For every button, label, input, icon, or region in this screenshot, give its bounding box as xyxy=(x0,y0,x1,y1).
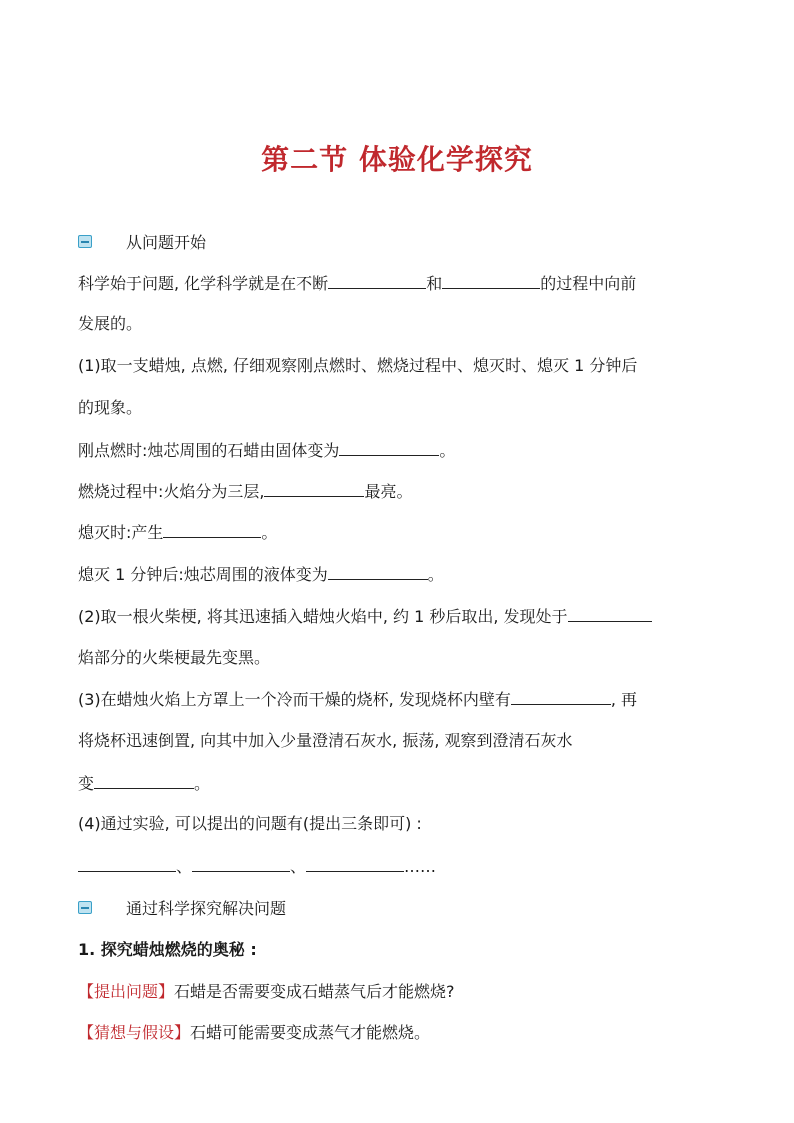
section-minus-icon xyxy=(78,901,92,914)
question-line xyxy=(78,771,210,796)
text-fragment: 科学始于问题, 化学科学就是在不断 xyxy=(78,274,329,293)
fill-blank[interactable] xyxy=(328,562,428,580)
fill-blank[interactable] xyxy=(442,271,540,289)
text-fragment: 、 xyxy=(176,857,193,876)
question-line: 的现象。 xyxy=(78,398,143,417)
question-line xyxy=(78,479,413,504)
tag-label: 【提出问题】 xyxy=(78,982,175,1001)
text-fragment: …… xyxy=(404,857,437,876)
section-heading-2 xyxy=(78,895,286,919)
text-fragment: 和 xyxy=(426,274,443,293)
question-line: 将烧杯迅速倒置, 向其中加入少量澄清石灰水, 振荡, 观察到澄清石灰水 xyxy=(78,731,573,750)
text-fragment: , 再 xyxy=(610,690,638,709)
text-fragment: 、 xyxy=(290,857,307,876)
fill-blank[interactable] xyxy=(511,687,611,705)
inquiry-line xyxy=(78,980,455,1004)
text-fragment: 的过程中向前 xyxy=(540,274,637,293)
text-fragment: 熄灭时:产生 xyxy=(78,523,164,542)
fill-blank[interactable] xyxy=(568,604,652,622)
inquiry-line xyxy=(78,1021,430,1045)
text-fragment: 。 xyxy=(427,565,444,584)
text-fragment: 燃烧过程中:火焰分为三层, xyxy=(78,482,265,501)
section-minus-icon xyxy=(78,235,92,248)
text-fragment: 刚点燃时:烛芯周围的石蜡由固体变为 xyxy=(78,441,340,460)
fill-blank[interactable] xyxy=(339,438,439,456)
item-heading: 1. 探究蜡烛燃烧的奥秘 : xyxy=(78,940,257,959)
text-fragment: 。 xyxy=(261,523,278,542)
text-fragment: 石蜡是否需要变成石蜡蒸气后才能燃烧? xyxy=(174,982,455,1001)
question-line xyxy=(78,854,436,879)
tag-label: 【猜想与假设】 xyxy=(78,1023,191,1042)
paragraph-line xyxy=(78,271,636,296)
text-fragment: 石蜡可能需要变成蒸气才能燃烧。 xyxy=(190,1023,431,1042)
text-fragment: (2)取一根火柴梗, 将其迅速插入蜡烛火焰中, 约 1 秒后取出, 发现处于 xyxy=(78,607,568,626)
fill-blank[interactable] xyxy=(192,854,290,872)
text-fragment: 。 xyxy=(194,774,211,793)
question-line xyxy=(78,604,652,629)
fill-blank[interactable] xyxy=(328,271,426,289)
section-heading-text: 从问题开始 xyxy=(126,232,207,252)
question-line: (1)取一支蜡烛, 点燃, 仔细观察刚点燃时、燃烧过程中、熄灭时、熄灭 1 分钟后 xyxy=(78,356,638,375)
section-heading-text: 通过科学探究解决问题 xyxy=(126,898,287,918)
text-fragment: 熄灭 1 分钟后:烛芯周围的液体变为 xyxy=(78,565,328,584)
fill-blank[interactable] xyxy=(264,479,364,497)
fill-blank[interactable] xyxy=(163,520,261,538)
question-line xyxy=(78,687,637,712)
question-line: (4)通过实验, 可以提出的问题有(提出三条即可) : xyxy=(78,814,422,833)
question-line: 焰部分的火柴梗最先变黑。 xyxy=(78,648,271,667)
question-line xyxy=(78,520,277,545)
question-line xyxy=(78,438,455,463)
text-fragment: 最亮。 xyxy=(364,482,413,501)
section-heading-1 xyxy=(78,229,206,253)
text-fragment: 变 xyxy=(78,774,95,793)
fill-blank[interactable] xyxy=(94,771,194,789)
question-line xyxy=(78,562,444,587)
fill-blank[interactable] xyxy=(306,854,404,872)
paragraph-line: 发展的。 xyxy=(78,314,143,333)
text-fragment: (3)在蜡烛火焰上方罩上一个冷而干燥的烧杯, 发现烧杯内壁有 xyxy=(78,690,511,709)
text-fragment: 。 xyxy=(439,441,456,460)
page-title: 第二节 体验化学探究 xyxy=(261,143,533,176)
fill-blank[interactable] xyxy=(78,854,176,872)
